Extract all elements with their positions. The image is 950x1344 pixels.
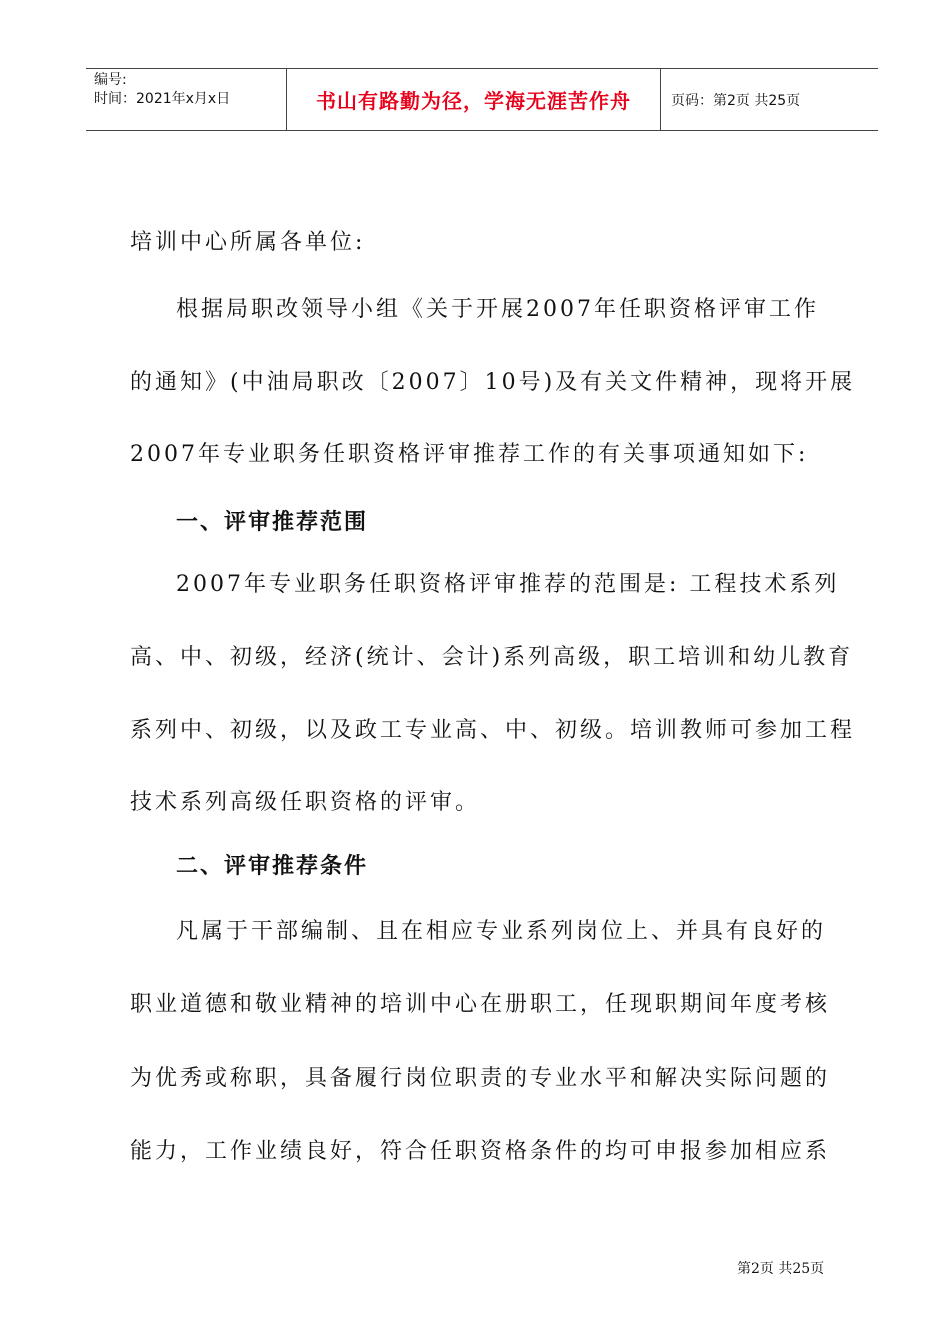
header-meta — [86, 69, 287, 130]
paragraph-line: 2007年专业职务任职资格评审推荐的范围是: 工程技术系列 — [176, 572, 840, 597]
salutation: 培训中心所属各单位: — [130, 230, 366, 255]
time-label: 时间：2021年x月x日 — [94, 91, 231, 107]
paragraph-line: 凡属于干部编制、且在相应专业系列岗位上、并具有良好的 — [176, 919, 827, 944]
header-motto: 书山有路勤为径，学海无涯苦作舟 — [287, 69, 661, 130]
number-label: 编号: — [94, 72, 127, 88]
page-footer: 第2页 共25页 — [737, 1261, 825, 1277]
paragraph-line: 职业道德和敬业精神的培训中心在册职工，任现职期间年度考核 — [130, 992, 831, 1017]
paragraph-line: 技术系列高级任职资格的评审。 — [130, 790, 481, 815]
section-heading: 二、评审推荐条件 — [176, 854, 369, 879]
paragraph-line: 高、中、初级，经济(统计、会计)系列高级，职工培训和幼儿教育 — [130, 645, 854, 670]
paragraph-line: 根据局职改领导小组《关于开展2007年任职资格评审工作 — [176, 297, 819, 322]
page-header — [86, 68, 878, 131]
paragraph-line: 2007年专业职务任职资格评审推荐工作的有关事项通知如下: — [130, 442, 809, 467]
header-page-info: 页码：第2页 共25页 — [671, 92, 801, 109]
paragraph-line: 为优秀或称职，具备履行岗位职责的专业水平和解决实际问题的 — [130, 1066, 831, 1091]
paragraph-line: 系列中、初级，以及政工专业高、中、初级。培训教师可参加工程 — [130, 718, 856, 743]
paragraph-line: 的通知》(中油局职改〔2007〕10号)及有关文件精神，现将开展 — [130, 370, 856, 395]
paragraph-line: 能力，工作业绩良好，符合任职资格条件的均可申报参加相应系 — [130, 1139, 831, 1164]
section-heading: 一、评审推荐范围 — [176, 510, 369, 535]
